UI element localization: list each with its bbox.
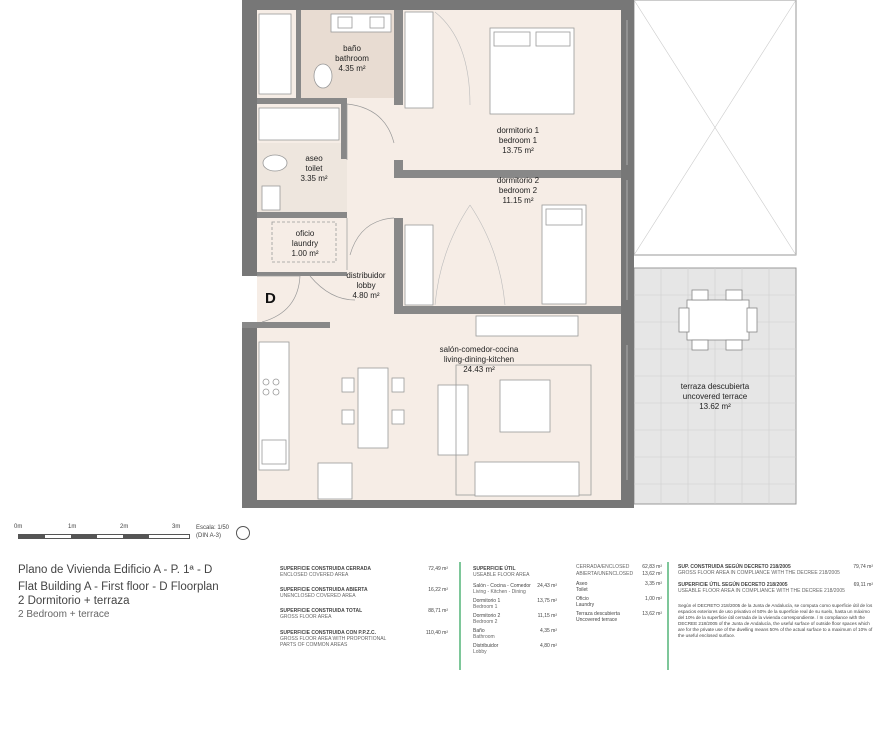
surface-table (280, 566, 448, 676)
sofa-side (438, 385, 468, 455)
bedroom1-en: bedroom 1 (498, 136, 538, 145)
surface-heading: SUPERFICIE CONSTRUIDA CON P.P.Z.C. (280, 630, 377, 636)
decree-row (678, 582, 873, 594)
north-compass-icon (236, 526, 250, 540)
decree-s1: GROSS FLOOR AREA IN COMPLIANCE WITH THE DECREE 218/2005 (678, 570, 840, 576)
lobby-label (336, 271, 396, 301)
laundry-en: laundry (291, 239, 319, 248)
useful-en: Bedroom 1 (473, 604, 498, 610)
toilet-area: 3.35 m² (300, 174, 328, 183)
scale-track (18, 534, 190, 539)
laundry-label (275, 229, 335, 259)
useful2-row (576, 611, 662, 623)
bathroom-area: 4.35 m² (338, 64, 366, 73)
useful2-en: Uncovered terrace (576, 617, 618, 623)
title-line2: Flat Building A - First floor - D Floorplan (18, 581, 219, 593)
useful-value: 24,43 m² (537, 583, 557, 589)
bathtub (259, 14, 291, 94)
surface-sub: GROSS FLOOR AREA (280, 614, 332, 620)
bathroom-en: bathroom (335, 54, 369, 63)
surface-sub: ENCLOSED COVERED AREA (280, 572, 349, 578)
living-area: 24.43 m² (463, 365, 495, 374)
useful-en: Living - Kitchen - Dining (473, 589, 526, 595)
coffee-table (500, 380, 550, 432)
decree-h1: SUP. CONSTRUIDA SEGÚN DECRETO 218/2005 (678, 564, 791, 570)
bedroom2-en: bedroom 2 (498, 186, 538, 195)
decree-table (678, 564, 873, 604)
title-line3: 2 Dormitorio + terraza (18, 595, 130, 607)
bedroom2-area: 11.15 m² (502, 196, 534, 205)
sideboard (476, 316, 578, 336)
plan-title-block (18, 563, 280, 622)
bedroom1-es: dormitorio 1 (496, 126, 540, 135)
dining-table (358, 368, 388, 448)
useful-en: Bathroom (473, 634, 495, 640)
useful-sub: USEABLE FLOOR AREA (473, 572, 530, 578)
scale-bar (14, 524, 244, 548)
useful-value: 13,75 m² (537, 598, 557, 604)
surface-sub: GROSS FLOOR AREA WITH PROPORTIONAL PARTS OF COMMON AREAS (280, 636, 387, 648)
toilet-label (284, 154, 344, 184)
lobby-en: lobby (356, 281, 376, 290)
useful2-en: Toilet (576, 587, 588, 593)
scale-sub: (DIN A-3) (196, 533, 222, 539)
terrace-area: 13.62 m² (699, 402, 731, 411)
useful2-es: Oficio (576, 596, 589, 602)
bathroom-label (322, 44, 382, 74)
surface-row (280, 587, 448, 599)
scale-tick-3: 3m (172, 524, 181, 530)
unit-letter: D (265, 290, 276, 307)
toilet-en: toilet (305, 164, 323, 173)
useful-row (473, 613, 557, 625)
useful-es: Baño (473, 628, 485, 634)
useful-en: Bedroom 2 (473, 619, 498, 625)
surface-row (280, 630, 448, 648)
useful2-v1: 62,83 m² (642, 564, 662, 570)
decree-s2: USEABLE FLOOR AREA IN COMPLIANCE WITH THE DECREE 218/2005 (678, 588, 845, 594)
useful-value: 4,80 m² (540, 643, 557, 649)
useful-row (473, 643, 557, 655)
terrace-label (660, 382, 770, 412)
useful-es: Dormitorio 2 (473, 613, 501, 619)
useful-header (473, 566, 557, 578)
useful-en: Lobby (473, 649, 487, 655)
useful-table (473, 566, 557, 676)
useful2-enclosed (576, 564, 662, 570)
scale-label-block (196, 524, 229, 540)
decree-v1: 79,74 m² (853, 564, 873, 570)
bedroom1-area: 13.75 m² (502, 146, 534, 155)
useful2-row (576, 581, 662, 593)
decree-v2: 69,11 m² (853, 582, 873, 588)
terrace-es: terraza descubierta (680, 382, 750, 391)
useful2-es: Aseo (576, 581, 588, 587)
useful2-es: Terraza descubierta (576, 611, 620, 617)
surface-value: 110,40 m² (425, 630, 448, 636)
useful-row (473, 628, 557, 640)
surface-value: 72,49 m² (428, 566, 448, 572)
useful2-en: Laundry (576, 602, 595, 608)
toilet-es: aseo (305, 154, 323, 163)
useful2-value: 13,62 m² (642, 611, 662, 617)
surface-heading: SUPERFICIE CONSTRUIDA TOTAL (280, 608, 363, 614)
shower (259, 108, 339, 140)
wardrobe-2 (405, 225, 433, 305)
lobby-area: 4.80 m² (352, 291, 380, 300)
bathroom-es: baño (343, 44, 361, 53)
surface-value: 16,22 m² (428, 587, 448, 593)
decree-h2: SUPERFICIE ÚTIL SEGÚN DECRETO 218/2005 (678, 582, 788, 588)
living-en: living-dining-kitchen (443, 355, 515, 364)
scale-tick-0: 0m (14, 524, 23, 530)
bedroom2-es: dormitorio 2 (496, 176, 540, 185)
useful2-h2: ABIERTA/UNENCLOSED (576, 571, 634, 577)
useful2-v2: 13,62 m² (642, 571, 662, 577)
title-line4: 2 Bedroom + terrace (18, 609, 110, 620)
surface-sub: UNENCLOSED COVERED AREA (280, 593, 356, 599)
useful-row (473, 598, 557, 610)
terrace-en: uncovered terrace (682, 392, 748, 401)
toilet-sink (262, 186, 280, 210)
wardrobe-1 (405, 12, 433, 108)
useful2-h1: CERRADA/ENCLOSED (576, 564, 630, 570)
scale-tick-2: 2m (120, 524, 129, 530)
living-es: salón-comedor-cocina (439, 345, 519, 354)
divider-green (459, 562, 461, 670)
useful2-value: 1,00 m² (645, 596, 662, 602)
laundry-area: 1.00 m² (291, 249, 319, 258)
surface-row (280, 608, 448, 620)
surface-heading: SUPERFICIE CONSTRUIDA CERRADA (280, 566, 371, 572)
terrace-table (687, 300, 749, 340)
surface-heading: SUPERFICIE CONSTRUIDA ABIERTA (280, 587, 368, 593)
bedroom2-label (478, 176, 558, 206)
useful-value: 11,15 m² (537, 613, 557, 619)
useful-row (473, 583, 557, 595)
useful-es: Distribuidor (473, 643, 499, 649)
scale-tick-1: 1m (68, 524, 77, 530)
useful-value: 4,35 m² (540, 628, 557, 634)
scale-label: Escala: 1/50 (196, 525, 230, 531)
bedroom1-label (478, 126, 558, 156)
living-label (424, 345, 534, 375)
useful2-unenclosed (576, 571, 662, 577)
useful-heading: SUPERFICIE ÚTIL (473, 566, 516, 572)
useful2-value: 3,35 m² (645, 581, 662, 587)
useful-es: Salón - Cocina - Comedor (473, 583, 531, 589)
lobby-es: distribuidor (346, 271, 386, 280)
surface-value: 88,71 m² (428, 608, 448, 614)
title-line1: Plano de Vivienda Edificio A - P. 1ª - D (18, 564, 213, 576)
fridge (318, 463, 352, 499)
laundry-es: oficio (295, 229, 315, 238)
useful2-row (576, 596, 662, 608)
surface-row (280, 566, 448, 578)
useful-table-2 (576, 564, 662, 644)
decree-row (678, 564, 873, 576)
decree-note: Según el DECRETO 218/2005 de la Junta de Andalucía, se computa como superficie útil de los espacios exteriores de uso privativo el 50% de la superficie real de su suelo, hasta un máximo del 10% de la superficie útil cerrada de la vivienda correspondiente. / In compliance with the DECREE 218/2005 of the Junta de Andalucía, the useful surface of outside floor spaces which are for the private use of the dwelling means 50% of the actual surface to a maximum of 10% of the useful enclosed surface. (678, 603, 873, 638)
sofa (475, 462, 579, 496)
useful-es: Dormitorio 1 (473, 598, 501, 604)
divider-green (667, 562, 669, 670)
